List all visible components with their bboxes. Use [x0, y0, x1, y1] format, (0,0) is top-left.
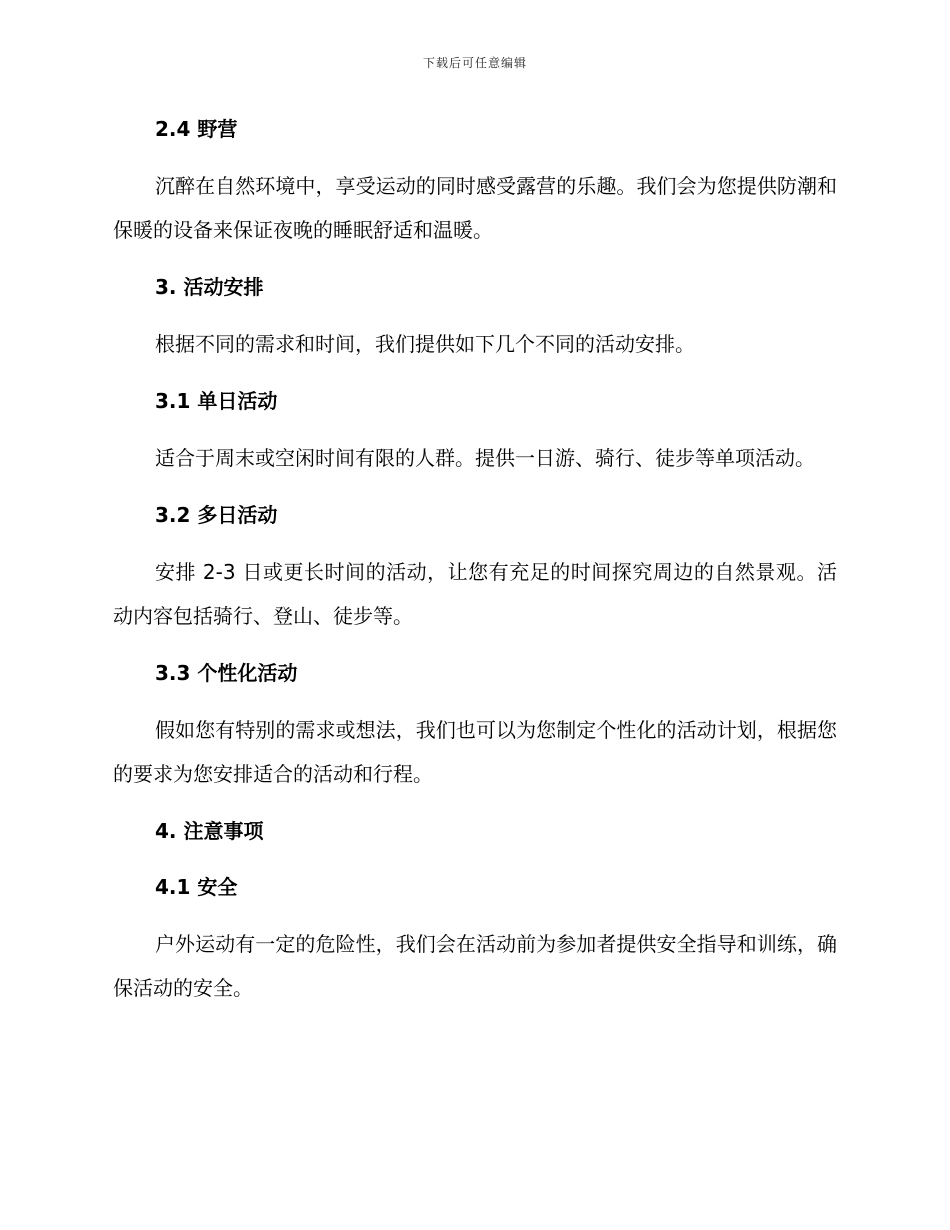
section-body-2-4: 沉醉在自然环境中，享受运动的同时感受露营的乐趣。我们会为您提供防潮和保暖的设备来保证夜晚的睡眠舒适和温暖。 — [113, 174, 837, 242]
page-header: 下载后可任意编辑 — [422, 56, 527, 70]
section-heading-3-1: 3.1 单日活动 — [155, 389, 278, 413]
section-heading-3-3: 3.3 个性化活动 — [155, 661, 298, 685]
section-heading-4-1: 4.1 安全 — [155, 875, 238, 899]
section-heading-2-4: 2.4 野营 — [155, 117, 238, 141]
section-heading-4: 4. 注意事项 — [155, 819, 264, 843]
document-body — [113, 112, 837, 1010]
section-heading-3-2: 3.2 多日活动 — [155, 503, 278, 527]
section-body-3-3: 假如您有特别的需求或想法，我们也可以为您制定个性化的活动计划，根据您的要求为您安排适合的活动和行程。 — [113, 718, 837, 786]
section-body-3-1: 适合于周末或空闲时间有限的人群。提供一日游、骑行、徒步等单项活动。 — [155, 446, 815, 470]
section-body-4-1: 户外运动有一定的危险性，我们会在活动前为参加者提供安全指导和训练，确保活动的安全。 — [113, 932, 837, 1000]
section-body-3-2: 安排 2-3 日或更长时间的活动，让您有充足的时间探究周边的自然景观。活动内容包括骑行、登山、徒步等。 — [113, 560, 837, 628]
section-body-3: 根据不同的需求和时间，我们提供如下几个不同的活动安排。 — [155, 332, 695, 356]
section-heading-3: 3. 活动安排 — [155, 275, 264, 299]
